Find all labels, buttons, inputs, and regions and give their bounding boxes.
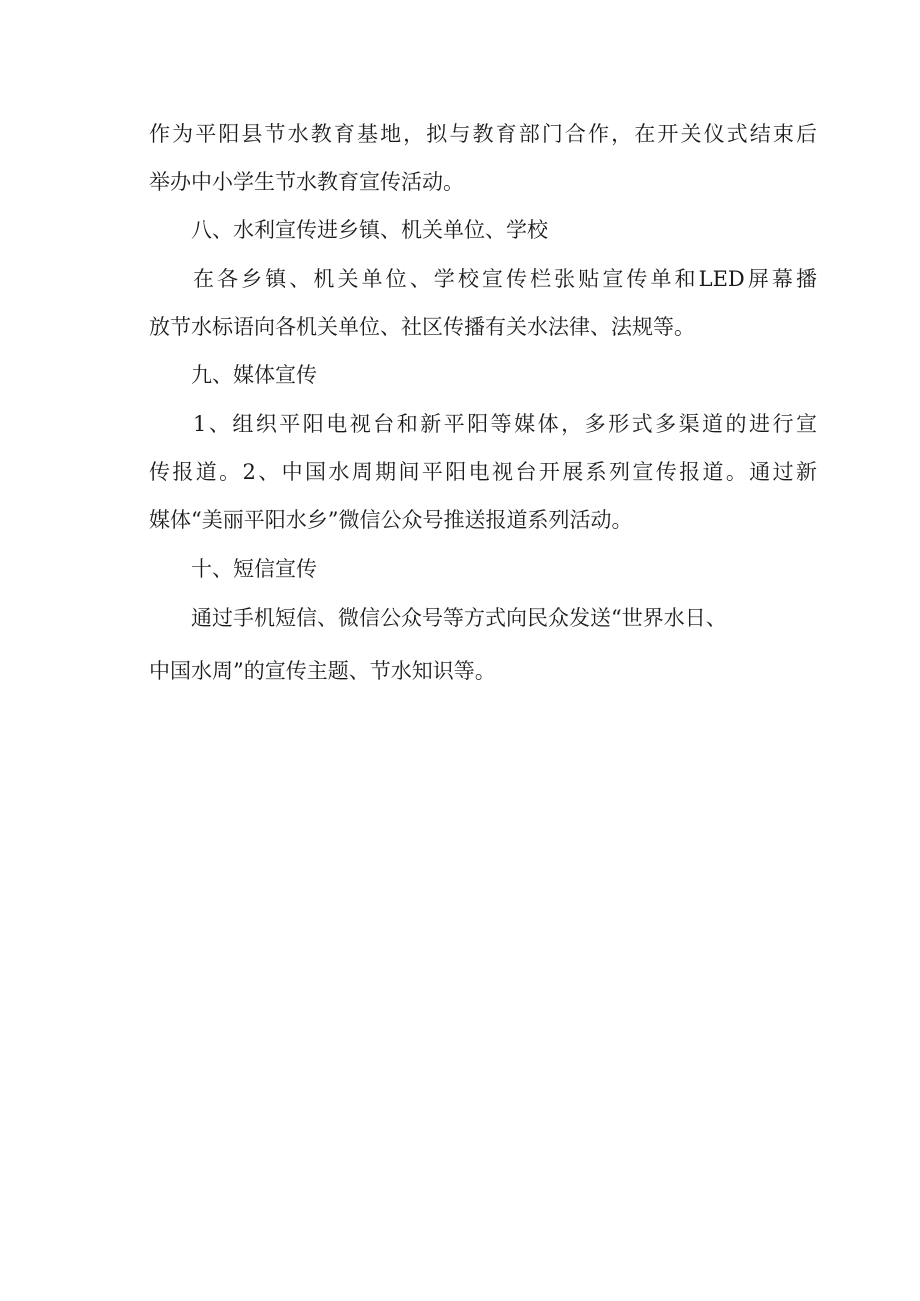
paragraph-line: 传报道。2、中国水周期间平阳电视台开展系列宣传报道。通过新: [149, 460, 817, 484]
paragraph-line: 放节水标语向各机关单位、社区传播有关水法律、法规等。: [149, 315, 695, 339]
section-heading: 九、媒体宣传: [191, 363, 317, 387]
section-heading: 八、水利宣传进乡镇、机关单位、学校: [191, 218, 548, 242]
paragraph-line: 1、组织平阳电视台和新平阳等媒体，多形式多渠道的进行宣: [193, 412, 817, 436]
paragraph-line: 举办中小学生节水教育宣传活动。: [149, 170, 464, 194]
paragraph-line: 在各乡镇、机关单位、学校宣传栏张贴宣传单和LED屏幕播: [193, 267, 817, 291]
paragraph-line: 通过手机短信、微信公众号等方式向民众发送“世界水日、: [191, 606, 727, 630]
paragraph-line: 中国水周”的宣传主题、节水知识等。: [149, 659, 496, 683]
section-heading: 十、短信宣传: [191, 557, 317, 581]
paragraph-line: 作为平阳县节水教育基地，拟与教育部门合作，在开关仪式结束后: [149, 122, 817, 146]
paragraph-line: 媒体“美丽平阳水乡”微信公众号推送报道系列活动。: [149, 508, 633, 532]
